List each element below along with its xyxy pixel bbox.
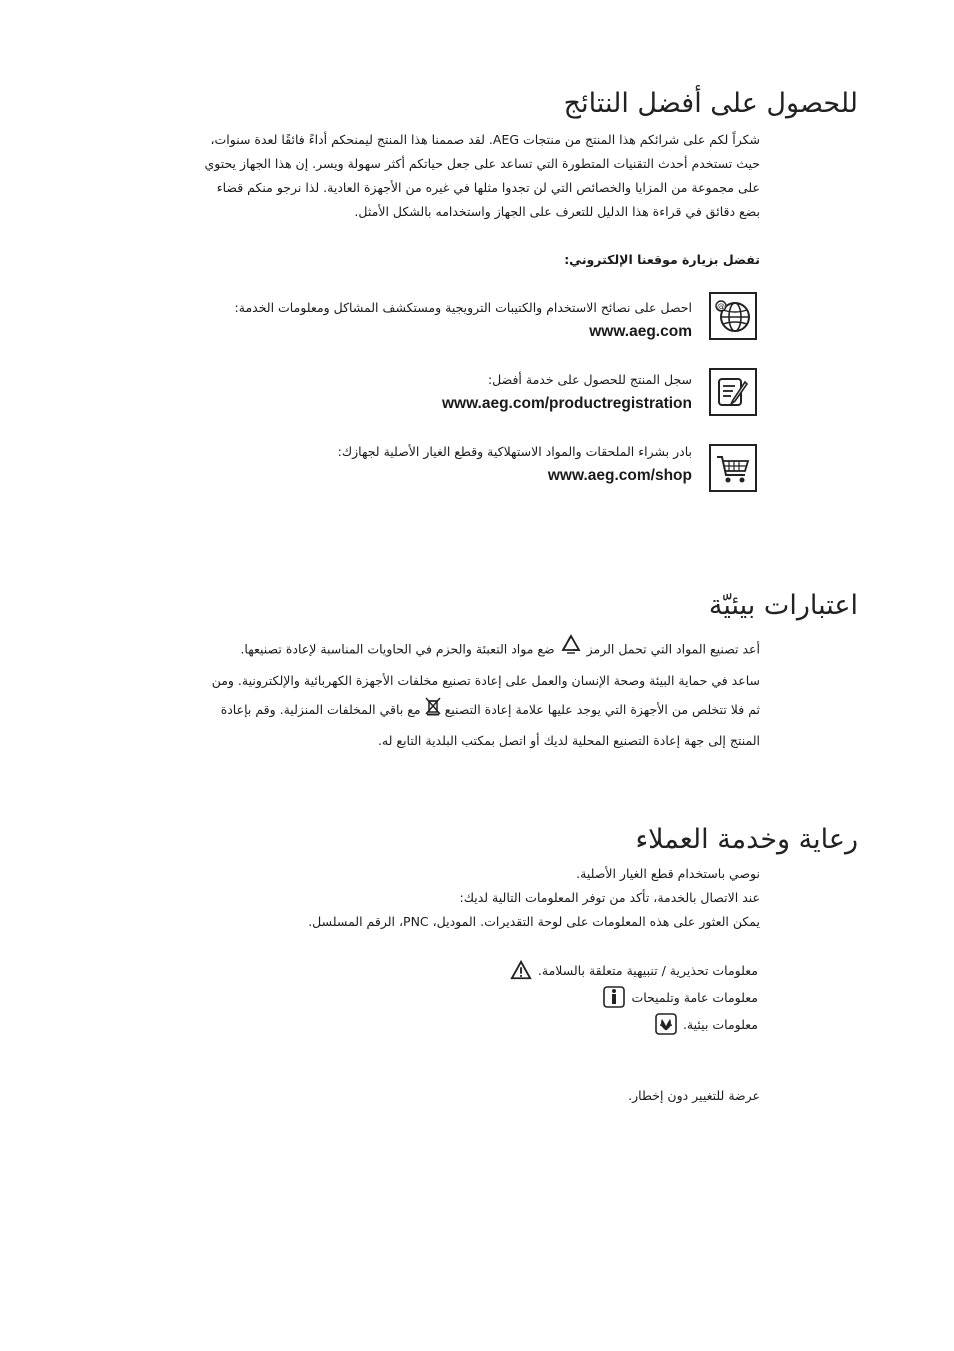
info-icon (603, 986, 625, 1008)
link-description: بادر بشراء الملحقات والمواد الاستهلاكية وقطع الغيار الأصلية لجهازك: (337, 444, 692, 459)
care-paragraph (160, 862, 760, 934)
environment-leaf-icon (655, 1013, 677, 1035)
legend-environment (655, 1012, 758, 1036)
support-url-link[interactable]: www.aeg.com (589, 323, 692, 340)
care-heading: رعاية وخدمة العملاء (635, 824, 858, 855)
legend-text: معلومات عامة وتلميحات (631, 989, 758, 1005)
environment-text: أعد تصنيع المواد التي تحمل الرمز (586, 641, 760, 657)
environment-line (160, 634, 760, 666)
link-shop (338, 440, 692, 488)
environment-line: ساعد في حماية البيئة وصحة الإنسان والعمل على إعادة تصنيع مخلفات الأجهزة الكهربائية والإلكترونية. ومن (211, 673, 760, 688)
warning-icon (510, 959, 532, 981)
care-line: نوصي باستخدام قطع الغيار الأصلية. (576, 866, 760, 881)
environment-heading: اعتبارات بيئيّة (708, 590, 858, 621)
recycle-icon (559, 634, 583, 666)
register-icon (709, 368, 757, 416)
svg-text:@: @ (717, 302, 725, 311)
link-support (235, 296, 692, 344)
legend-text: معلومات تحذيرية / تنبيهية متعلقة بالسلامة. (537, 962, 758, 978)
globe-icon (709, 292, 757, 340)
environment-text: مع باقي المخلفات المنزلية. وقم بإعادة (220, 702, 421, 717)
cart-icon (709, 444, 757, 492)
registration-url-link[interactable]: www.aeg.com/productregistration (441, 395, 692, 412)
link-registration (442, 368, 692, 416)
environment-paragraph (160, 634, 760, 755)
intro-line: على مجموعة من المزايا والخصائص التي لن تجدوا مثلها في غيره من الأجهزة العادية. لذا نرجو منكم قضاء (216, 180, 760, 195)
results-heading: للحصول على أفضل النتائج (563, 88, 858, 119)
environment-line (160, 695, 760, 726)
intro-paragraph (160, 128, 760, 224)
crossed-bin-icon (425, 696, 441, 726)
shop-url-link[interactable]: www.aeg.com/shop (547, 467, 692, 484)
environment-text: ثم فلا تتخلص من الأجهزة التي يوجد عليها علامة إعادة التصنيع (444, 702, 760, 717)
visit-website-label: تفضل بزيارة موقعنا الإلكتروني: (564, 252, 760, 267)
intro-line: شكراً لكم على شرائكم هذا المنتج من منتجات AEG. لقد صممنا هذا المنتج ليمنحكم أداءً فائقًا لعدة سنوات، (210, 132, 760, 147)
legend-info (603, 985, 758, 1009)
environment-text: ضع مواد التعبئة والحزم في الحاويات المناسبة لإعادة تصنيعها. (240, 641, 555, 657)
intro-line: بضع دقائق في قراءة هذا الدليل للتعرف على الجهاز واستخدامه بالشكل الأمثل. (354, 204, 760, 219)
care-line: يمكن العثور على هذه المعلومات على لوحة التقديرات. الموديل، PNC، الرقم المسلسل. (308, 914, 760, 929)
legend-text: معلومات بيئية. (682, 1016, 758, 1032)
change-notice: عرضة للتغيير دون إخطار. (628, 1088, 760, 1103)
legend-warning (510, 958, 758, 982)
environment-line: المنتج إلى جهة إعادة التصنيع المحلية لديك أو اتصل بمكتب البلدية التابع له. (377, 732, 760, 748)
care-line: عند الاتصال بالخدمة، تأكد من توفر المعلومات التالية لديك: (459, 890, 760, 905)
intro-line: حيث تستخدم أحدث التقنيات المتطورة التي تساعد على جعل حياتكم أكثر سهولة ويسر. إن هذا الجهاز يحتوي (204, 156, 760, 171)
link-description: سجل المنتج للحصول على خدمة أفضل: (487, 372, 692, 387)
link-description: احصل على نصائح الاستخدام والكتيبات الترويجية ومستكشف المشاكل ومعلومات الخدمة: (234, 300, 692, 315)
